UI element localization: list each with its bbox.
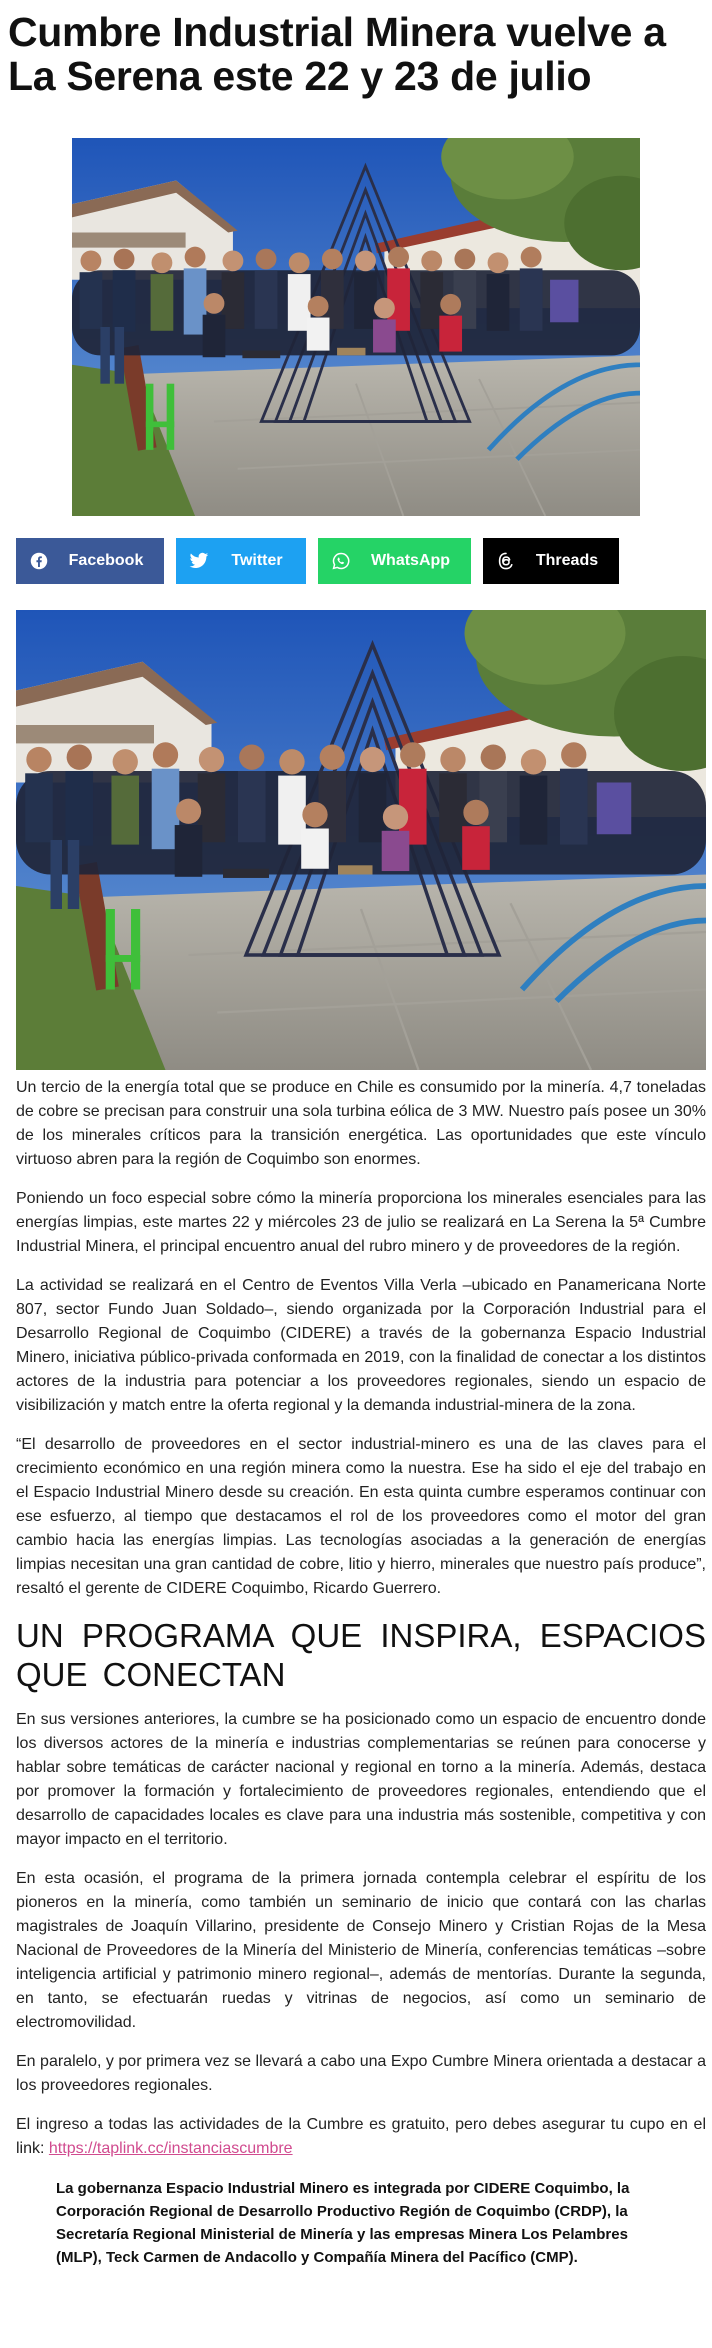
share-whatsapp-button[interactable] bbox=[318, 538, 471, 584]
body-paragraph: Un tercio de la energía total que se produce en Chile es consumido por la minería. 4,7 toneladas de cobre se precisan para construir una sola turbina eólica de 3 MW. Nuestro país posee un 30% de los minerales críticos para la transición energética. Las oportunidades que este vínculo virtuoso abren para la región de Coquimbo son enormes. bbox=[16, 1079, 706, 1168]
facebook-icon bbox=[16, 538, 62, 584]
share-facebook-label: Facebook bbox=[68, 552, 144, 569]
section-heading: UN PROGRAMA QUE INSPIRA, ESPACIOS QUE CONECTAN bbox=[16, 1617, 706, 1693]
closing-note: La gobernanza Espacio Industrial Minero es integrada por CIDERE Coquimbo, la Corporación Regional de Desarrollo Productivo Región de Coquimbo (CRDP), la Secretaría Regional Ministerial de Minería y las empresas Minera Los Pelambres (MLP), Teck Carmen de Andacollo y Compañía Minera del Pacífico (CMP). bbox=[56, 2180, 630, 2266]
share-twitter-label: Twitter bbox=[231, 552, 283, 569]
body-paragraph: En sus versiones anteriores, la cumbre se ha posicionado como un espacio de encuentro donde los diversos actores de la minería e industrias complementarias se reúnen para conocerse y hablar sobre temáticas de carácter nacional y regional en torno a la minería. Además, destaca por promover la formación y fortalecimiento de proveedores regionales, entendiendo que el desarrollo de capacidades locales es clave para una industria más sostenible, competitiva y con mayor impacto en el territorio. bbox=[16, 1711, 706, 1848]
registration-text: El ingreso a todas las actividades de la Cumbre es gratuito, pero debes asegurar tu cupo en el link: bbox=[16, 2116, 706, 2157]
share-facebook-button[interactable] bbox=[16, 538, 164, 584]
body-paragraph: “El desarrollo de proveedores en el sector industrial-minero es una de las claves para el crecimiento económico en una región minera como la nuestra. Ese ha sido el eje del trabajo en el Espacio Industrial Minero desde su creación. En esta quinta cumbre esperamos continuar con ese esfuerzo, al tiempo que destacamos el rol de los proveedores como el motor del gran cambio hacia las energías limpias. Las tecnologías asociadas a la generación de energías limpias necesitan una gran cantidad de cobre, litio y hierro, minerales que nuestro país produce”, resaltó el gerente de CIDERE Coquimbo, Ricardo Guerrero. bbox=[16, 1436, 706, 1597]
body-paragraph: En paralelo, y por primera vez se llevará a cabo una Expo Cumbre Minera orientada a destacar a los proveedores regionales. bbox=[16, 2053, 706, 2094]
article-body bbox=[16, 1076, 706, 2269]
article-title: Cumbre Industrial Minera vuelve a La Serena este 22 y 23 de julio bbox=[8, 9, 666, 99]
share-threads-label: Threads bbox=[535, 552, 599, 569]
share-bar bbox=[16, 538, 619, 584]
share-twitter-button[interactable] bbox=[176, 538, 306, 584]
registration-paragraph bbox=[16, 2113, 706, 2161]
twitter-icon bbox=[176, 538, 222, 584]
whatsapp-icon bbox=[318, 538, 364, 584]
body-paragraph: En esta ocasión, el programa de la primera jornada contempla celebrar el espíritu de los pioneros en la minería, como también un seminario de inicio que contará con las charlas magistrales de Joaquín Villarino, presidente de Consejo Minero y Cristian Rojas de la Mesa Nacional de Proveedores de la Minería del Ministerio de Minería, conferencias temáticas –sobre inteligencia artificial y patrimonio minero regional–, además de mentorías. Durante la segunda, en tanto, se efectuarán ruedas y vitrinas de negocios, así como un seminario de electromovilidad. bbox=[16, 1870, 706, 2031]
body-paragraph: Poniendo un foco especial sobre cómo la minería proporciona los minerales esenciales para las energías limpias, este martes 22 y miércoles 23 de julio se realizará en La Serena la 5ª Cumbre Industrial Minera, el principal encuentro anual del rubro minero y de proveedores de la región. bbox=[16, 1190, 706, 1255]
share-threads-button[interactable] bbox=[483, 538, 619, 584]
registration-link[interactable]: https://taplink.cc/instanciascumbre bbox=[48, 2140, 293, 2157]
share-whatsapp-label: WhatsApp bbox=[370, 552, 451, 569]
main-photo bbox=[16, 610, 706, 1070]
header-photo bbox=[72, 138, 640, 516]
threads-icon bbox=[483, 538, 529, 584]
body-paragraph: La actividad se realizará en el Centro de Eventos Villa Verla –ubicado en Panamericana Norte 807, sector Fundo Juan Soldado–, siendo organizada por la Corporación Industrial para el Desarrollo Regional de Coquimbo (CIDERE) a través de la gobernanza Espacio Industrial Minero, iniciativa público-privada conformada en 2019, con la finalidad de conectar a los distintos actores de la industria para potenciar a los proveedores regionales, siendo un espacio de visibilización y match entre la oferta regional y la demanda industrial-minera de la zona. bbox=[16, 1277, 706, 1414]
